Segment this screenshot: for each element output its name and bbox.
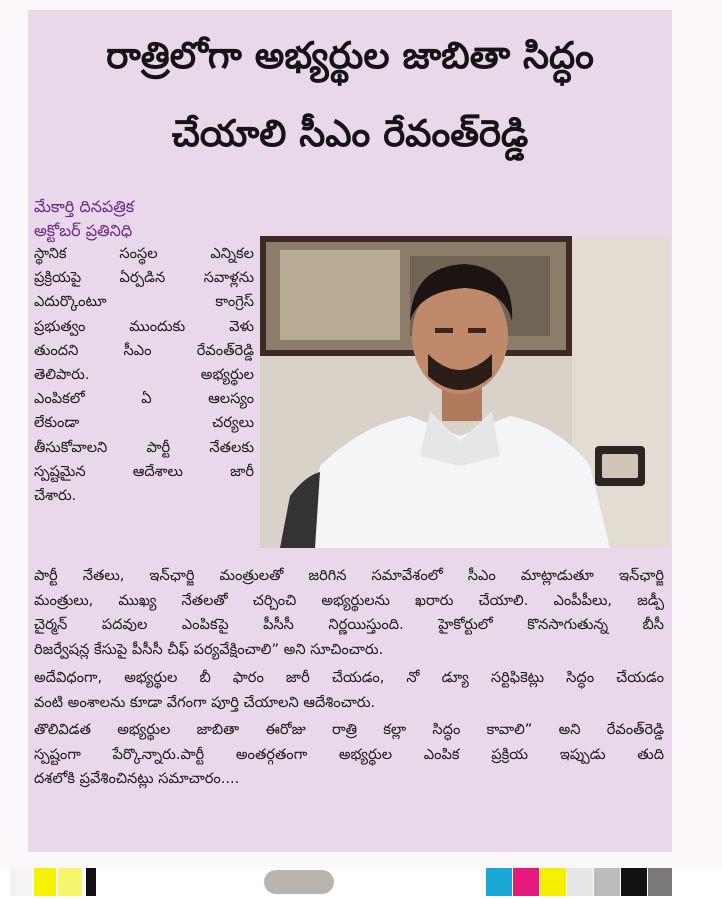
paragraph-first-list [34,718,664,792]
print-swatch [486,868,512,896]
text-line: స్పష్టమైన ఆదేశాలు జారీ [34,462,254,480]
text-line: చేశారు. [34,486,77,504]
text-line: ఎంపికలో ఏ ఆలస్యం [34,390,254,408]
headline-line-1: రాత్రిలోగా అభ్యర్థుల జాబితా సిద్ధం [106,34,594,77]
print-swatch [10,868,32,896]
text-line: లేకుండా చర్యలు [34,414,254,432]
byline-publication: మేకార్తి దినపత్రిక [34,197,135,216]
text-line: తెలిపారు. అభ్యర్థుల [34,365,254,383]
print-swatch [621,868,647,896]
text-line: చైర్మన్ పదవుల ఎంపికపై పీసీసీ నిర్ణయిస్తుంది. హైకోర్టులో కొనసాగుతున్న బీసీ [34,616,664,634]
article-photo [260,236,671,548]
print-swatch [86,868,96,896]
paragraph-meeting [34,564,664,662]
text-line: స్పష్టంగా పేర్కొన్నారు.పార్టీ అంతర్గతంగా అభ్యర్థుల ఎంపిక ప్రక్రియ ఇప్పుడు తుది [34,745,664,763]
news-article [28,10,672,852]
text-line: స్థానిక సంస్థల ఎన్నికల [34,245,254,262]
text-line: తీసుకోవాలని పార్టీ నేతలకు [34,438,254,456]
text-line: రిజర్వేషన్ల కేసుపై పీసీసీ చీఫ్ పర్యవేక్షించాలి” అని సూచించారు. [34,640,384,658]
print-swatch [567,868,593,896]
text-line: తొలివిడత అభ్యర్థుల జాబితా ఈరోజు రాత్రి కల్లా సిద్ధం కావాలి” అని రేవంత్‌రెడ్డి [34,721,664,738]
registration-mark [264,870,334,894]
paragraph-b-forms [34,666,664,715]
print-swatch [34,868,56,896]
byline-reporter: అక్టోబర్ ప్రతినిధి [34,221,133,240]
print-swatch [648,868,672,896]
text-line: ప్రభుత్వం ముందుకు వెళు [34,317,254,335]
print-swatch [594,868,620,896]
text-line: తుందని సీఎం రేవంత్‌రెడ్డి [34,341,254,359]
print-swatch [513,868,539,896]
text-line: అదేవిధంగా, అభ్యర్థుల బీ ఫారం జారీ చేయడం, నో డ్యూ సర్టిఫికెట్లు సిద్ధం చేయడం [34,669,664,686]
text-line: పార్టీ నేతలు, ఇన్‌ఛార్జి మంత్రులతో జరిగిన సమావేశంలో సీఎం మాట్లాడుతూ ఇన్‌ఛార్జి [34,567,664,584]
text-line: దశలోకి ప్రవేశించినట్లు సమాచారం.... [34,770,240,788]
headline-line-2: చేయాలి సీఎం రేవంత్‌రెడ్డి [171,112,529,155]
print-swatch [540,868,566,896]
text-line: ఎదుర్కొంటూ కాంగ్రెస్ [34,293,254,311]
print-swatch [58,868,82,896]
paragraph-intro [34,242,254,508]
text-line: మంత్రులు, ముఖ్య నేతలతో చర్చించి అభ్యర్థులను ఖరారు చేయాలి. ఎంపీపీలు, జడ్పీ [34,591,664,609]
text-line: వంటి అంశాలను కూడా వేగంగా పూర్తి చేయాలని ఆదేశించారు. [34,693,376,711]
text-line: ప్రక్రియపై ఏర్పడిన సవాళ్లను [34,269,254,287]
